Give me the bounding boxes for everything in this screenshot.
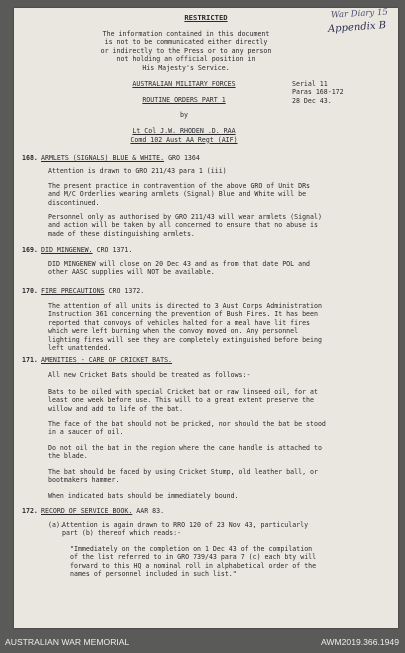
text-line: made of these distinguishing armlets. <box>48 229 195 238</box>
paragraph <box>48 371 388 379</box>
text-line: DID MINGENEW will close on 20 Dec 43 and as from that date POL and <box>48 260 311 268</box>
section-title: ARMLETS (SIGNALS) BLUE & WHITE. <box>41 154 165 162</box>
text-line: All new Cricket Bats should be treated as follows:- <box>48 371 251 379</box>
text-line: in a saucer of oil. <box>48 428 124 437</box>
notice-line: is not to be communicated either directly <box>104 38 268 47</box>
paragraph <box>48 388 388 413</box>
section-title: DID MINGENEW. <box>41 246 93 254</box>
section-ref: CRO 1371. <box>96 246 133 254</box>
text-line: part (b) thereof which reads:- <box>62 529 182 538</box>
text-line: "Immediately on the completion on 1 Dec 43 of the compilation <box>70 545 313 553</box>
text-line: reported that convoys of vehicles halted for a meal have lit fires <box>48 318 311 327</box>
handwritten-appendix: Appendix B <box>327 19 387 36</box>
notice-line: not holding an official position in <box>116 55 256 64</box>
serial-block <box>292 80 392 105</box>
text-line: and M/C Orderlies wearing armlets (Signal) Blue and White will be <box>48 190 307 199</box>
text-line: lighting fires will see they are completely extinguished before being <box>48 335 322 344</box>
text-line: left unattended. <box>48 344 112 353</box>
section-ref: AAR 83. <box>136 507 165 515</box>
text-line: and action will be taken by all concerned to ensure that no abuse is <box>48 221 318 230</box>
sub-para-label: (a). <box>48 521 64 529</box>
handwritten-war-diary: War Diary 15 <box>330 8 389 21</box>
signatory-name: Lt Col J.W. RHODEN .D. RAA <box>132 127 236 136</box>
section-title: AMENITIES - CARE OF CRICKET BATS. <box>41 356 173 364</box>
section-title: RECORD OF SERVICE BOOK. <box>41 507 133 515</box>
section-ref: CRO 1372. <box>108 287 145 295</box>
text-line: Bats to be oiled with special Cricket bat or raw linseed oil, for at <box>48 388 318 396</box>
paragraph <box>48 492 388 500</box>
paragraph <box>48 420 388 437</box>
notice-line: His Majesty's Service. <box>142 63 230 72</box>
document-page <box>14 8 398 628</box>
orders-header <box>84 80 284 144</box>
sub-paragraph <box>62 521 388 538</box>
archive-footer <box>0 632 405 653</box>
text-line: The attention of all units is directed to 3 Aust Corps Administration <box>48 302 322 310</box>
quoted-order <box>70 545 384 579</box>
text-line: Personnel only as authorised by GRO 211/43 will wear armlets (Signal) <box>48 213 322 221</box>
archive-reference: AWM2019.366.1949 <box>320 637 399 647</box>
text-line: bootmakers hammer. <box>48 476 120 485</box>
text-line: The bat should be faced by using Cricket Stump, old leather ball, or <box>48 468 318 476</box>
notice-line: The information contained in this document <box>102 30 270 38</box>
paragraph <box>48 302 388 352</box>
notice-line: or indirectly to the Press or to any person <box>100 46 272 55</box>
text-line: When indicated bats should be immediately bound. <box>48 492 239 500</box>
paragraph <box>48 260 388 277</box>
text-line: which were left burning when the convoy moved on. Any personnel <box>48 327 299 336</box>
security-notice <box>70 30 302 72</box>
serial-number: Serial 11 <box>292 80 328 88</box>
paragraph <box>48 213 388 238</box>
paragraph <box>48 444 388 461</box>
section-ref: GRO 1364 <box>168 154 200 162</box>
paragraph <box>48 182 388 207</box>
text-line: least one week before use. This will to a great extent preserve the <box>48 396 314 405</box>
paragraph <box>48 167 388 175</box>
org-name: AUSTRALIAN MILITARY FORCES <box>132 80 236 88</box>
text-line: The face of the bat should not be pricked, nor should the bat be stood <box>48 420 326 428</box>
section-number: 169. <box>22 246 38 254</box>
text-line: The present practice in contravention of the above GRO of Unit DRs <box>48 182 311 190</box>
text-line: names of personnel included in such list." <box>70 570 237 579</box>
paragraph <box>48 468 388 485</box>
section-number: 168. <box>22 154 38 162</box>
text-line: Attention is again drawn to RRO 120 of 23 Nov 43, particularly <box>62 521 309 529</box>
by-label: by <box>180 110 188 119</box>
section-number: 171. <box>22 356 38 364</box>
text-line: other AASC supplies will NOT be available. <box>48 268 215 277</box>
text-line: forward to this HQ a nominal roll in alphabetical order of the <box>70 561 317 570</box>
orders-title: ROUTINE ORDERS PART 1 <box>142 96 226 105</box>
signatory-command: Comd 102 Aust AA Regt (AIF) <box>130 135 238 144</box>
section-number: 170. <box>22 287 38 295</box>
order-date: 28 Dec 43. <box>292 96 332 105</box>
text-line: the blade. <box>48 452 88 461</box>
section-number: 172. <box>22 507 38 515</box>
text-line: willow and add to life of the bat. <box>48 404 183 413</box>
text-line: of the list referred to in GRO 739/43 para 7 (c) each bty will <box>70 553 317 562</box>
text-line: Attention is drawn to GRO 211/43 para 1 (iii) <box>48 167 227 175</box>
text-line: discontinued. <box>48 198 100 207</box>
text-line: Do not oil the bat in the region where the cane handle is attached to <box>48 444 322 452</box>
restricted-heading: RESTRICTED <box>184 13 228 22</box>
para-range: Paras 168-172 <box>292 88 344 97</box>
text-line: Instruction 361 concerning the prevention of Bush Fires. It has been <box>48 310 318 319</box>
section-title: FIRE PRECAUTIONS <box>41 287 105 295</box>
archive-name: AUSTRALIAN WAR MEMORIAL <box>5 637 130 647</box>
